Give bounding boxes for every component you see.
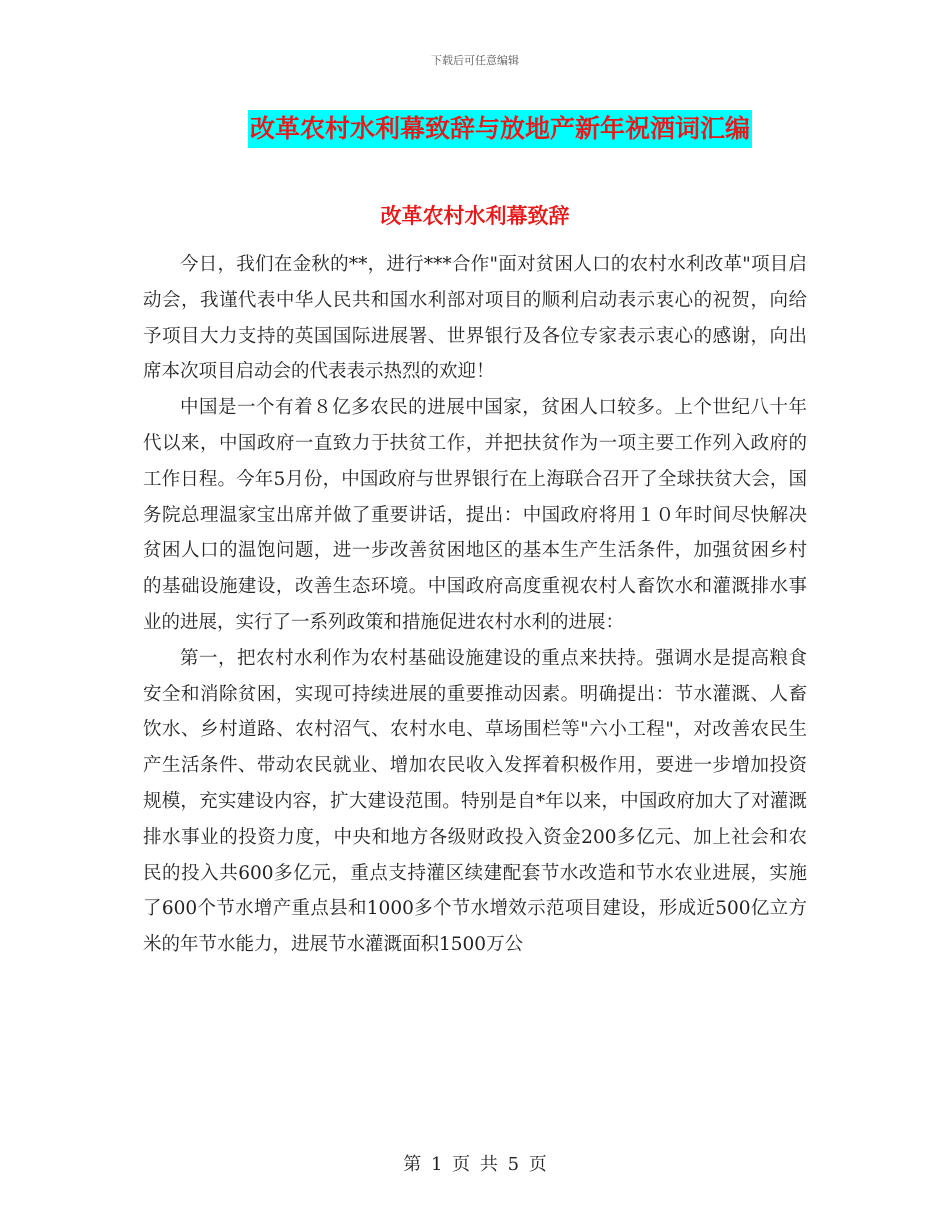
- paragraph-1: 今日，我们在金秋的**，进行***合作"面对贫困人口的农村水利改革"项目启动会，我谨代表中华人民共和国水利部对项目的顺利启动表示衷心的祝贺，向给予项目大力支持的英国国际进展署、世界银行及各位专家表示衷心的感谢，向出席本次项目启动会的代表表示热烈的欢迎！: [143, 254, 807, 383]
- document-body: [143, 247, 807, 963]
- header-note: 下载后可任意编辑: [431, 54, 519, 67]
- main-title: 改革农村水利幕致辞与放地产新年祝酒词汇编: [248, 110, 752, 148]
- main-title-container: [0, 110, 950, 148]
- paragraph-2: 中国是一个有着８亿多农民的进展中国家，贫困人口较多。上个世纪八十年代以来，中国政府一直致力于扶贫工作，并把扶贫作为一项主要工作列入政府的工作日程。今年5月份，中国政府与世界银行在上海联合召开了全球扶贫大会，国务院总理温家宝出席并做了重要讲话，提出：中国政府将用１０年时间尽快解决贫困人口的温饱问题，进一步改善贫困地区的基本生产生活条件，加强贫困乡村的基础设施建设，改善生态环境。中国政府高度重视农村人畜饮水和灌溉排水事业的进展，实行了一系列政策和措施促进农村水利的进展：: [143, 397, 807, 633]
- section-title: 改革农村水利幕致辞: [380, 204, 570, 228]
- page-footer: 第 1 页 共 5 页: [403, 1154, 547, 1175]
- paragraph-3: 第一，把农村水利作为农村基础设施建设的重点来扶持。强调水是提高粮食安全和消除贫困，实现可持续进展的重要推动因素。明确提出：节水灌溉、人畜饮水、乡村道路、农村沼气、农村水电、草场围栏等"六小工程"，对改善农民生产生活条件、带动农民就业、增加农民收入发挥着积极作用，要进一步增加投资规模，充实建设内容，扩大建设范围。特别是自*年以来，中国政府加大了对灌溉排水事业的投资力度，中央和地方各级财政投入资金200多亿元、加上社会和农民的投入共600多亿元，重点支持灌区续建配套节水改造和节水农业进展，实施了600个节水增产重点县和1000多个节水增效示范项目建设，形成近500亿立方米的年节水能力，进展节水灌溉面积1500万公: [143, 647, 807, 956]
